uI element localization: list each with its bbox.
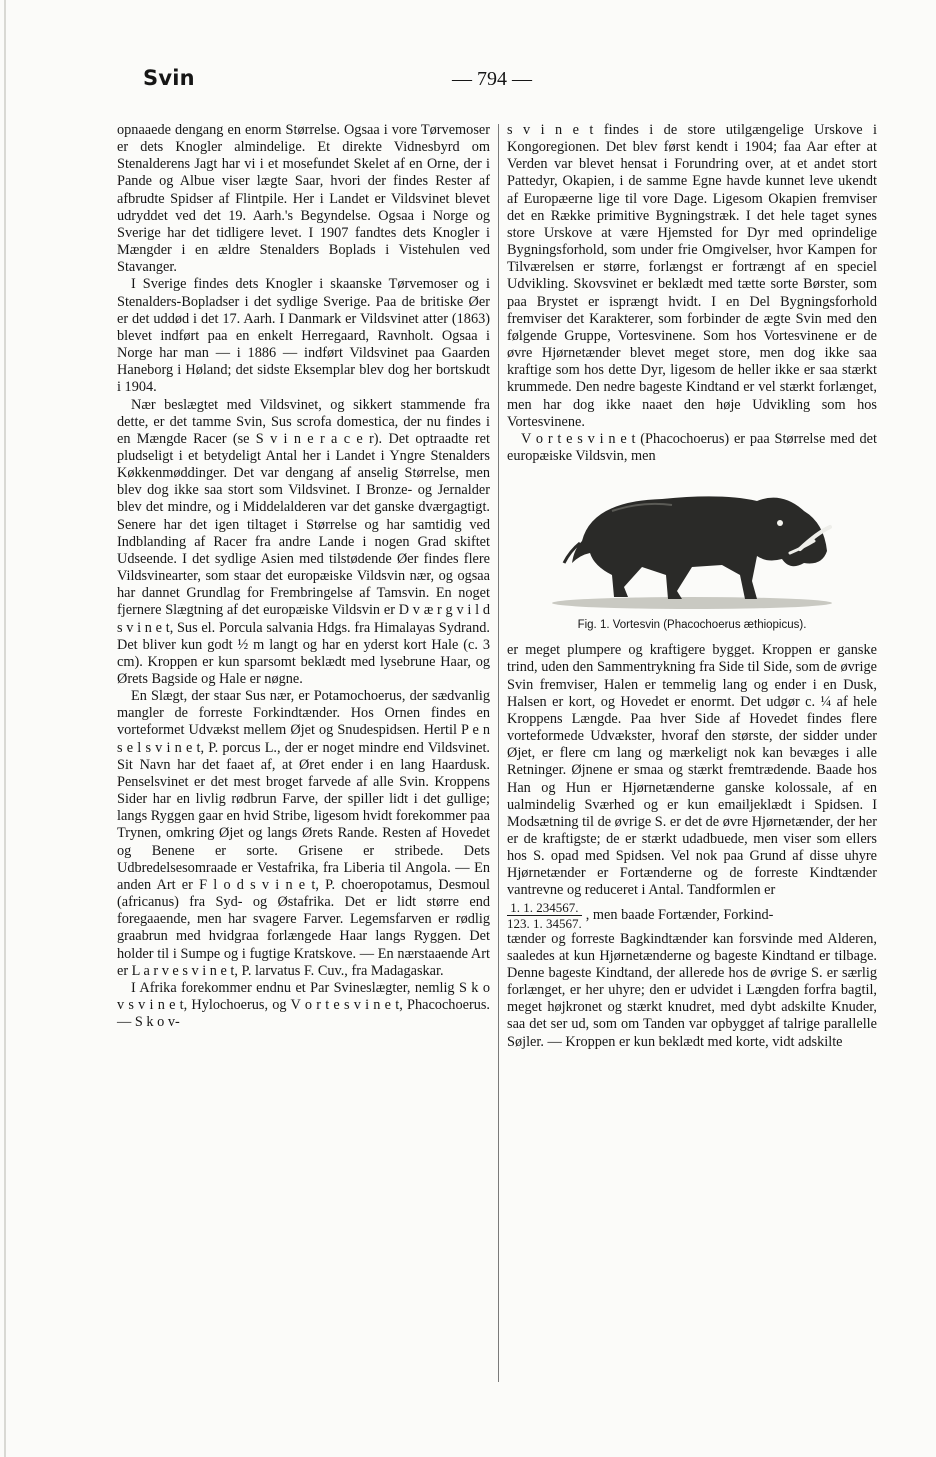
formula-numerator: 1. 1. 234567. [507, 900, 582, 916]
scan-edge [4, 0, 6, 1457]
paragraph: tænder og forreste Bagkindtænder kan forsvinde med Alderen, saaledes at kun Hjørnetænderne og bageste Kindtand er tilbage. Denne bageste Kindtand, der allerede hos de øvrige S. er særlig forlænget, er her uhyre; den er udvidet i Længden forfra bagtil, meget højkronet og stærkt knudret, med dybt adskilte Knuder, saa det ser ud, som om Tanden var opbygget af talrige parallelle Søjler. — Kroppen er kun beklædt med korte, vidt adskilte [507, 930, 877, 1050]
left-column [117, 122, 490, 1031]
paragraph: opnaaede dengang en enorm Størrelse. Ogsaa i vore Tørvemoser er dets Knogler almindelige. Et direkte Vidnesbyrd om Stenalderens Jagt har vi i et mosefundet Skelet af en Orne, der i Pande og Albue viser lægte Saar, hvori der findes Rester af afbrudte Spidser af Flintpile. Her i Landet er Vildsvinet blevet udryddet ved det 19. Aarh.'s Begyndelse. Ogsaa i Norge og Sverige har det tidligere levet. I 1907 fandtes dets Knogler i Mængder i en ældre Stenalders Boplads i Vistehulen ved Stavanger. [117, 122, 490, 276]
right-column [507, 122, 877, 1051]
paragraph: Nær beslægtet med Vildsvinet, og sikkert stammende fra dette, er det tamme Svin, Sus scrofa domestica, der nu findes i en Mængde Racer (se S v i n e r a c e r). Det optraadte ret pludseligt i et betydeligt Antal her i Landet i Yngre Stenalders Køkkenmøddinger. Det var dengang af anselig Størrelse, men blev dog ikke saa stort som Vildsvinet. I Bronze- og Jernalder blev det mindre, og i Middelalderen var det ganske dværgagtigt. Senere har det igen tiltaget i Størrelse og har samtidig ved Indblanding af Racer fra andre Lande i nogen Grad skiftet Udseende. I det sydlige Asien med tilstødende Øer findes flere Vildsvinearter, som staar det europæiske Vildsvin nær, og ogsaa har dannet Grundlag for Frembringelse af Tamsvin. En noget fjernere Slægtning af det europæiske Vildsvin er D v æ r g v i l d s v i n e t, Sus el. Porcula salvania Hdgs. fra Himalayas Sydrand. Det bliver kun godt ½ m langt og har en yderst kort Hale (c. 3 cm). Kroppen er kun sparsomt beklædt med lysebrune Haar, og Ørets Bagside og Hale er nøgne. [117, 396, 490, 687]
figure-caption: Fig. 1. Vortesvin (Phacochoerus æthiopicus). [577, 619, 807, 632]
warthog-illustration [542, 471, 842, 611]
warthog-figure [507, 471, 877, 634]
dental-formula [507, 900, 582, 931]
page-number: — 794 — [452, 68, 532, 90]
paragraph: V o r t e s v i n e t (Phacochoerus) er paa Størrelse med det europæiske Vildsvin, men [507, 430, 877, 464]
formula-denominator: 123. 1. 34567. [507, 915, 582, 931]
column-divider [498, 124, 499, 1382]
paragraph: s v i n e t findes i de store utilgængelige Urskove i Kongoregionen. Det blev først kendt i 1904; faa Aar efter at Verden var blevet hensat i Forundring over, at et andet stort Pattedyr, Okapien, i de samme Egne havde kunnet leve ukendt af Europæerne lige til vore Dage. Ligesom Okapien fremviser det en Række primitive Bygningstræk. I det hele taget synes store Urskove at være Hjemsted for Dyr med oprindelige Bygningsforhold, som under frie Omgivelser, hvor Kampen for Tilværelsen er større, forlængst er fortrængt af en speciel Udvikling. Skovsvinet er beklædt med tætte sorte Børster, som paa Brystet er isprængt hvidt. I en Del Bygningsforhold fremviser det Karakterer, som forbinder de ægte Svin med den følgende Gruppe, Vortesvinene. Som hos Vortesvinene er de øvre Hjørnetænder blevet meget store, men dog ikke saa kraftige som hos dette Dyr, ligesom de heller ikke er saa stærkt krummede. Den nedre bageste Kindtand er vel stærkt forlænget, men har dog ikke naaet den høje Udvikling som hos Vortesvinene. [507, 122, 877, 430]
formula-continuation: , men baade Fortænder, Forkind- [585, 906, 774, 923]
paragraph: I Sverige findes dets Knogler i skaanske Tørvemoser og i Stenalders-Bopladser i det sydlige Sverige. Paa de britiske Øer er det uddød i det 17. Aarh. I Danmark er Vildsvinet atter (1863) blevet indført paa en enkelt Herregaard, Ravnholt. Ogsaa i Norge har man — i 1886 — indført Vildsvinet paa Gaarden Haneborg i Høland; det sidste Eksemplar blev dog her bortskudt i 1904. [117, 276, 490, 396]
paragraph: er meget plumpere og kraftigere bygget. Kroppen er ganske trind, uden den Sammentrykning fra Side til Side, som de øvrige Svin fremviser, Halen er temmelig lang og ender i en Dusk, Halsen er kort, og Hovedet er enormt. Det udgør c. ¼ af hele Kroppens Længde. Paa hver Side af Hovedet findes flere vorteformede Udvækster, hvoraf den største, der sidder under Øjet, er flere cm lang og mærkeligt nok kan bevæges i alle Retninger. Øjnene er smaa og stærkt fremtrædende. Baade hos Han og Hun er Hjørnetænderne ganske kolossale, af en ualmindelig Sværhed og er kun emailjeklædt i Spidsen. I Modsætning til de øvrige S. er det de øvre Hjørnetænder, der her er de kraftigste; de er stærkt udadbuede, men viser som ellers hos S. opad med Spidsen. Vel nok paa Grund af disse uhyre Hjørnetænder er Fortænderne og de forreste Kindtænder vantrevne og reduceret i Antal. Tandformlen er [507, 642, 877, 899]
paragraph: En Slægt, der staar Sus nær, er Potamochoerus, der sædvanlig mangler de forreste Forkindtænder. Hos Ornen findes en vorteformet Udvækst mellem Øjet og Snudespidsen. Hertil P e n s e l s v i n e t, P. porcus L., der er noget mindre end Vildsvinet. Sit Navn har det faaet af, at Øret ender i en lang Haardusk. Penselsvinet er det mest broget farvede af alle Svin. Kroppens Sider har en livlig rødbrun Farve, der spiller lidt i det gullige; langs Ryggen gaar en hvid Stribe, ligesom hvidt forekommer paa Trynen, omkring Øjet og langs Ørets Rande. Resten af Hovedet og Benene er sorte. Grisene er stribede. Dets Udbredelsesomraade er Vestafrika, fra Liberia til Angola. — En anden Art er F l o d s v i n e t, P. choeropotamus, Desmoul (africanus) fra Syd- og Østafrika. Det er lidt større end foregaaende, men har svagere Farver. Legemsfarven er rødlig graabrun med hvidgraa forlængede Haar langs Ryggen. Det holder til i Sumpe og i fugtige Kratskove. — En nærstaaende Art er L a r v e s v i n e t, P. larvatus F. Cuv., fra Madagaskar. [117, 688, 490, 979]
formula-line [507, 900, 877, 931]
paragraph: I Afrika forekommer endnu et Par Svineslægter, nemlig S k o v s v i n e t, Hylochoerus, og V o r t e s v i n e t, Phacochoerus. — S k o v- [117, 979, 490, 1031]
running-title: Svin [143, 66, 195, 90]
